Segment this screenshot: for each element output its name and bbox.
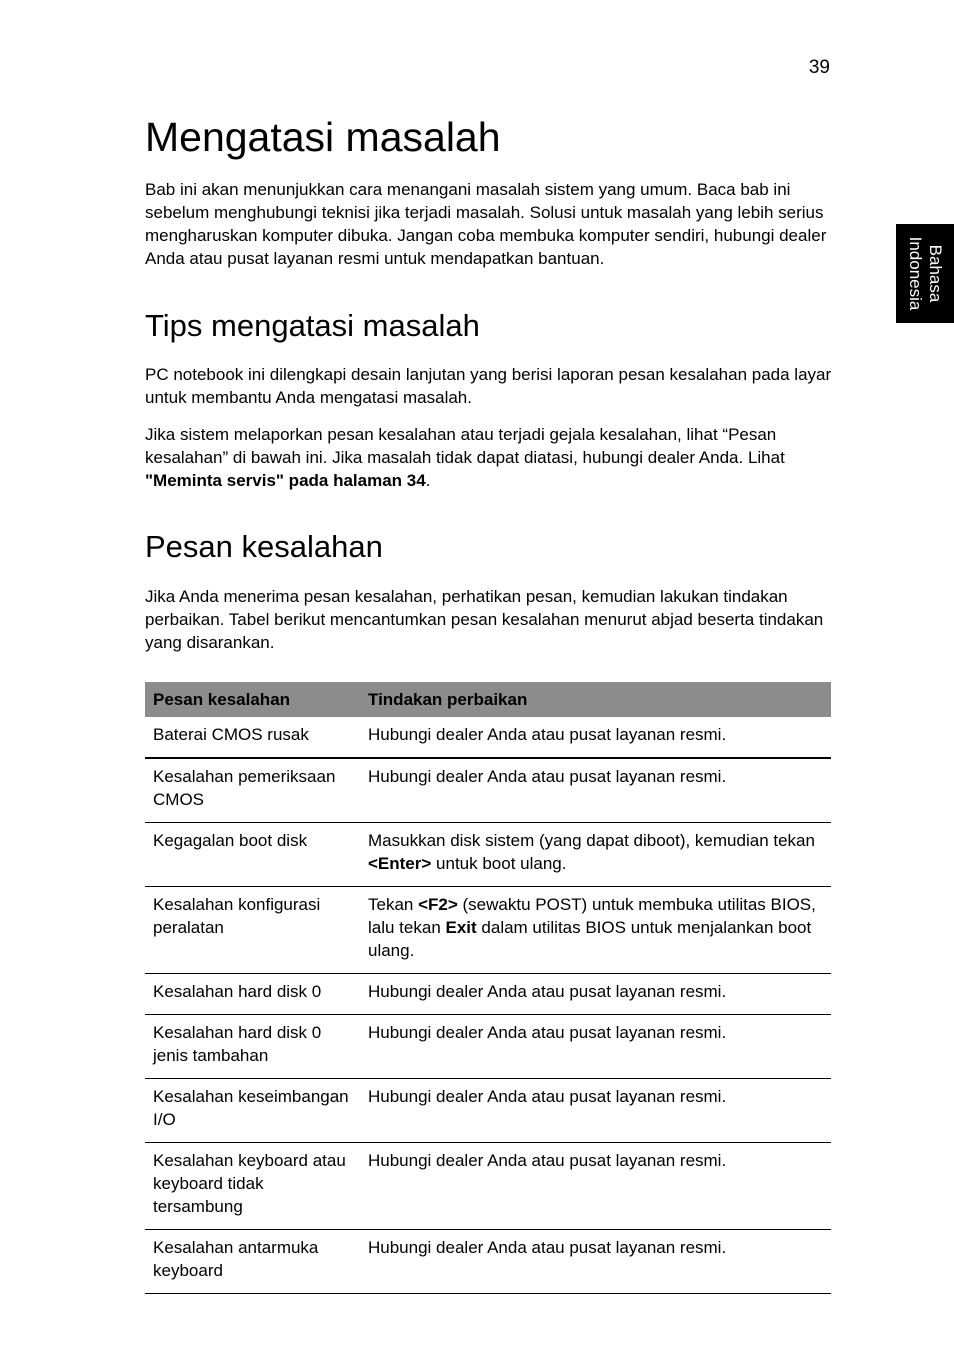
table-row: [145, 758, 831, 823]
page-number: 39: [808, 57, 830, 78]
service-reference-link[interactable]: "Meminta servis" pada halaman 34: [145, 471, 426, 490]
table-row: [145, 974, 831, 1015]
table-row: [145, 887, 831, 974]
corrective-action-cell: Hubungi dealer Anda atau pusat layanan resmi.: [360, 717, 831, 758]
corrective-action-cell: Masukkan disk sistem (yang dapat diboot), kemudian tekan <Enter> untuk boot ulang.: [360, 823, 831, 887]
table-row: [145, 1230, 831, 1294]
corrective-action-cell: Hubungi dealer Anda atau pusat layanan resmi.: [360, 1143, 831, 1230]
page-title: Mengatasi masalah: [145, 114, 501, 160]
tips-paragraph-1: PC notebook ini dilengkapi desain lanjutan yang berisi laporan pesan kesalahan pada layar untuk membantu Anda mengatasi masalah.: [145, 365, 832, 407]
error-message-cell: Baterai CMOS rusak: [145, 717, 360, 758]
error-message-cell: Kegagalan boot disk: [145, 823, 360, 887]
table-header-row: [145, 682, 831, 717]
corrective-action-cell: Hubungi dealer Anda atau pusat layanan resmi.: [360, 1079, 831, 1143]
table-row: [145, 823, 831, 887]
corrective-action-cell: Hubungi dealer Anda atau pusat layanan resmi.: [360, 974, 831, 1015]
errors-heading: Pesan kesalahan: [145, 529, 383, 564]
table-header-action: Tindakan perbaikan: [360, 682, 831, 717]
table-row: [145, 1079, 831, 1143]
tips-paragraph-2: Jika sistem melaporkan pesan kesalahan atau terjadi gejala kesalahan, lihat “Pesan kesalahan” di bawah ini. Jika masalah tidak dapat diatasi, hubungi dealer Anda. Lihat "Meminta servis" pada halaman 34.: [145, 425, 785, 490]
error-message-cell: Kesalahan hard disk 0 jenis tambahan: [145, 1015, 360, 1079]
intro-paragraph: Bab ini akan menunjukkan cara menangani masalah sistem yang umum. Baca bab ini sebelum menghubungi teknisi jika terjadi masalah. Solusi untuk masalah yang lebih serius mengharuskan komputer dibuka. Jangan coba membuka komputer sendiri, hubungi dealer Anda atau pusat layanan resmi untuk mendapatkan bantuan.: [145, 180, 827, 268]
corrective-action-cell: Tekan <F2> (sewaktu POST) untuk membuka utilitas BIOS, lalu tekan Exit dalam utilitas BIOS untuk menjalankan boot ulang.: [360, 887, 831, 974]
error-message-cell: Kesalahan antarmuka keyboard: [145, 1230, 360, 1294]
corrective-action-cell: Hubungi dealer Anda atau pusat layanan resmi.: [360, 758, 831, 823]
errors-paragraph: Jika Anda menerima pesan kesalahan, perhatikan pesan, kemudian lakukan tindakan perbaikan. Tabel berikut mencantumkan pesan kesalahan menurut abjad beserta tindakan yang disarankan.: [145, 587, 824, 652]
error-messages-table: [145, 682, 831, 1294]
corrective-action-cell: Hubungi dealer Anda atau pusat layanan resmi.: [360, 1015, 831, 1079]
language-tab: [896, 224, 954, 323]
tips-heading: Tips mengatasi masalah: [145, 308, 480, 343]
table-row: [145, 1143, 831, 1230]
corrective-action-cell: Hubungi dealer Anda atau pusat layanan resmi.: [360, 1230, 831, 1294]
error-message-cell: Kesalahan konfigurasi peralatan: [145, 887, 360, 974]
error-message-cell: Kesalahan pemeriksaan CMOS: [145, 758, 360, 823]
table-row: [145, 1015, 831, 1079]
table-row: [145, 717, 831, 758]
language-tab-line1: Bahasa: [926, 244, 945, 303]
error-message-cell: Kesalahan keseimbangan I/O: [145, 1079, 360, 1143]
error-message-cell: Kesalahan hard disk 0: [145, 974, 360, 1015]
table-header-message: Pesan kesalahan: [145, 682, 360, 717]
error-message-cell: Kesalahan keyboard atau keyboard tidak tersambung: [145, 1143, 360, 1230]
language-tab-line2: Indonesia: [906, 236, 925, 311]
